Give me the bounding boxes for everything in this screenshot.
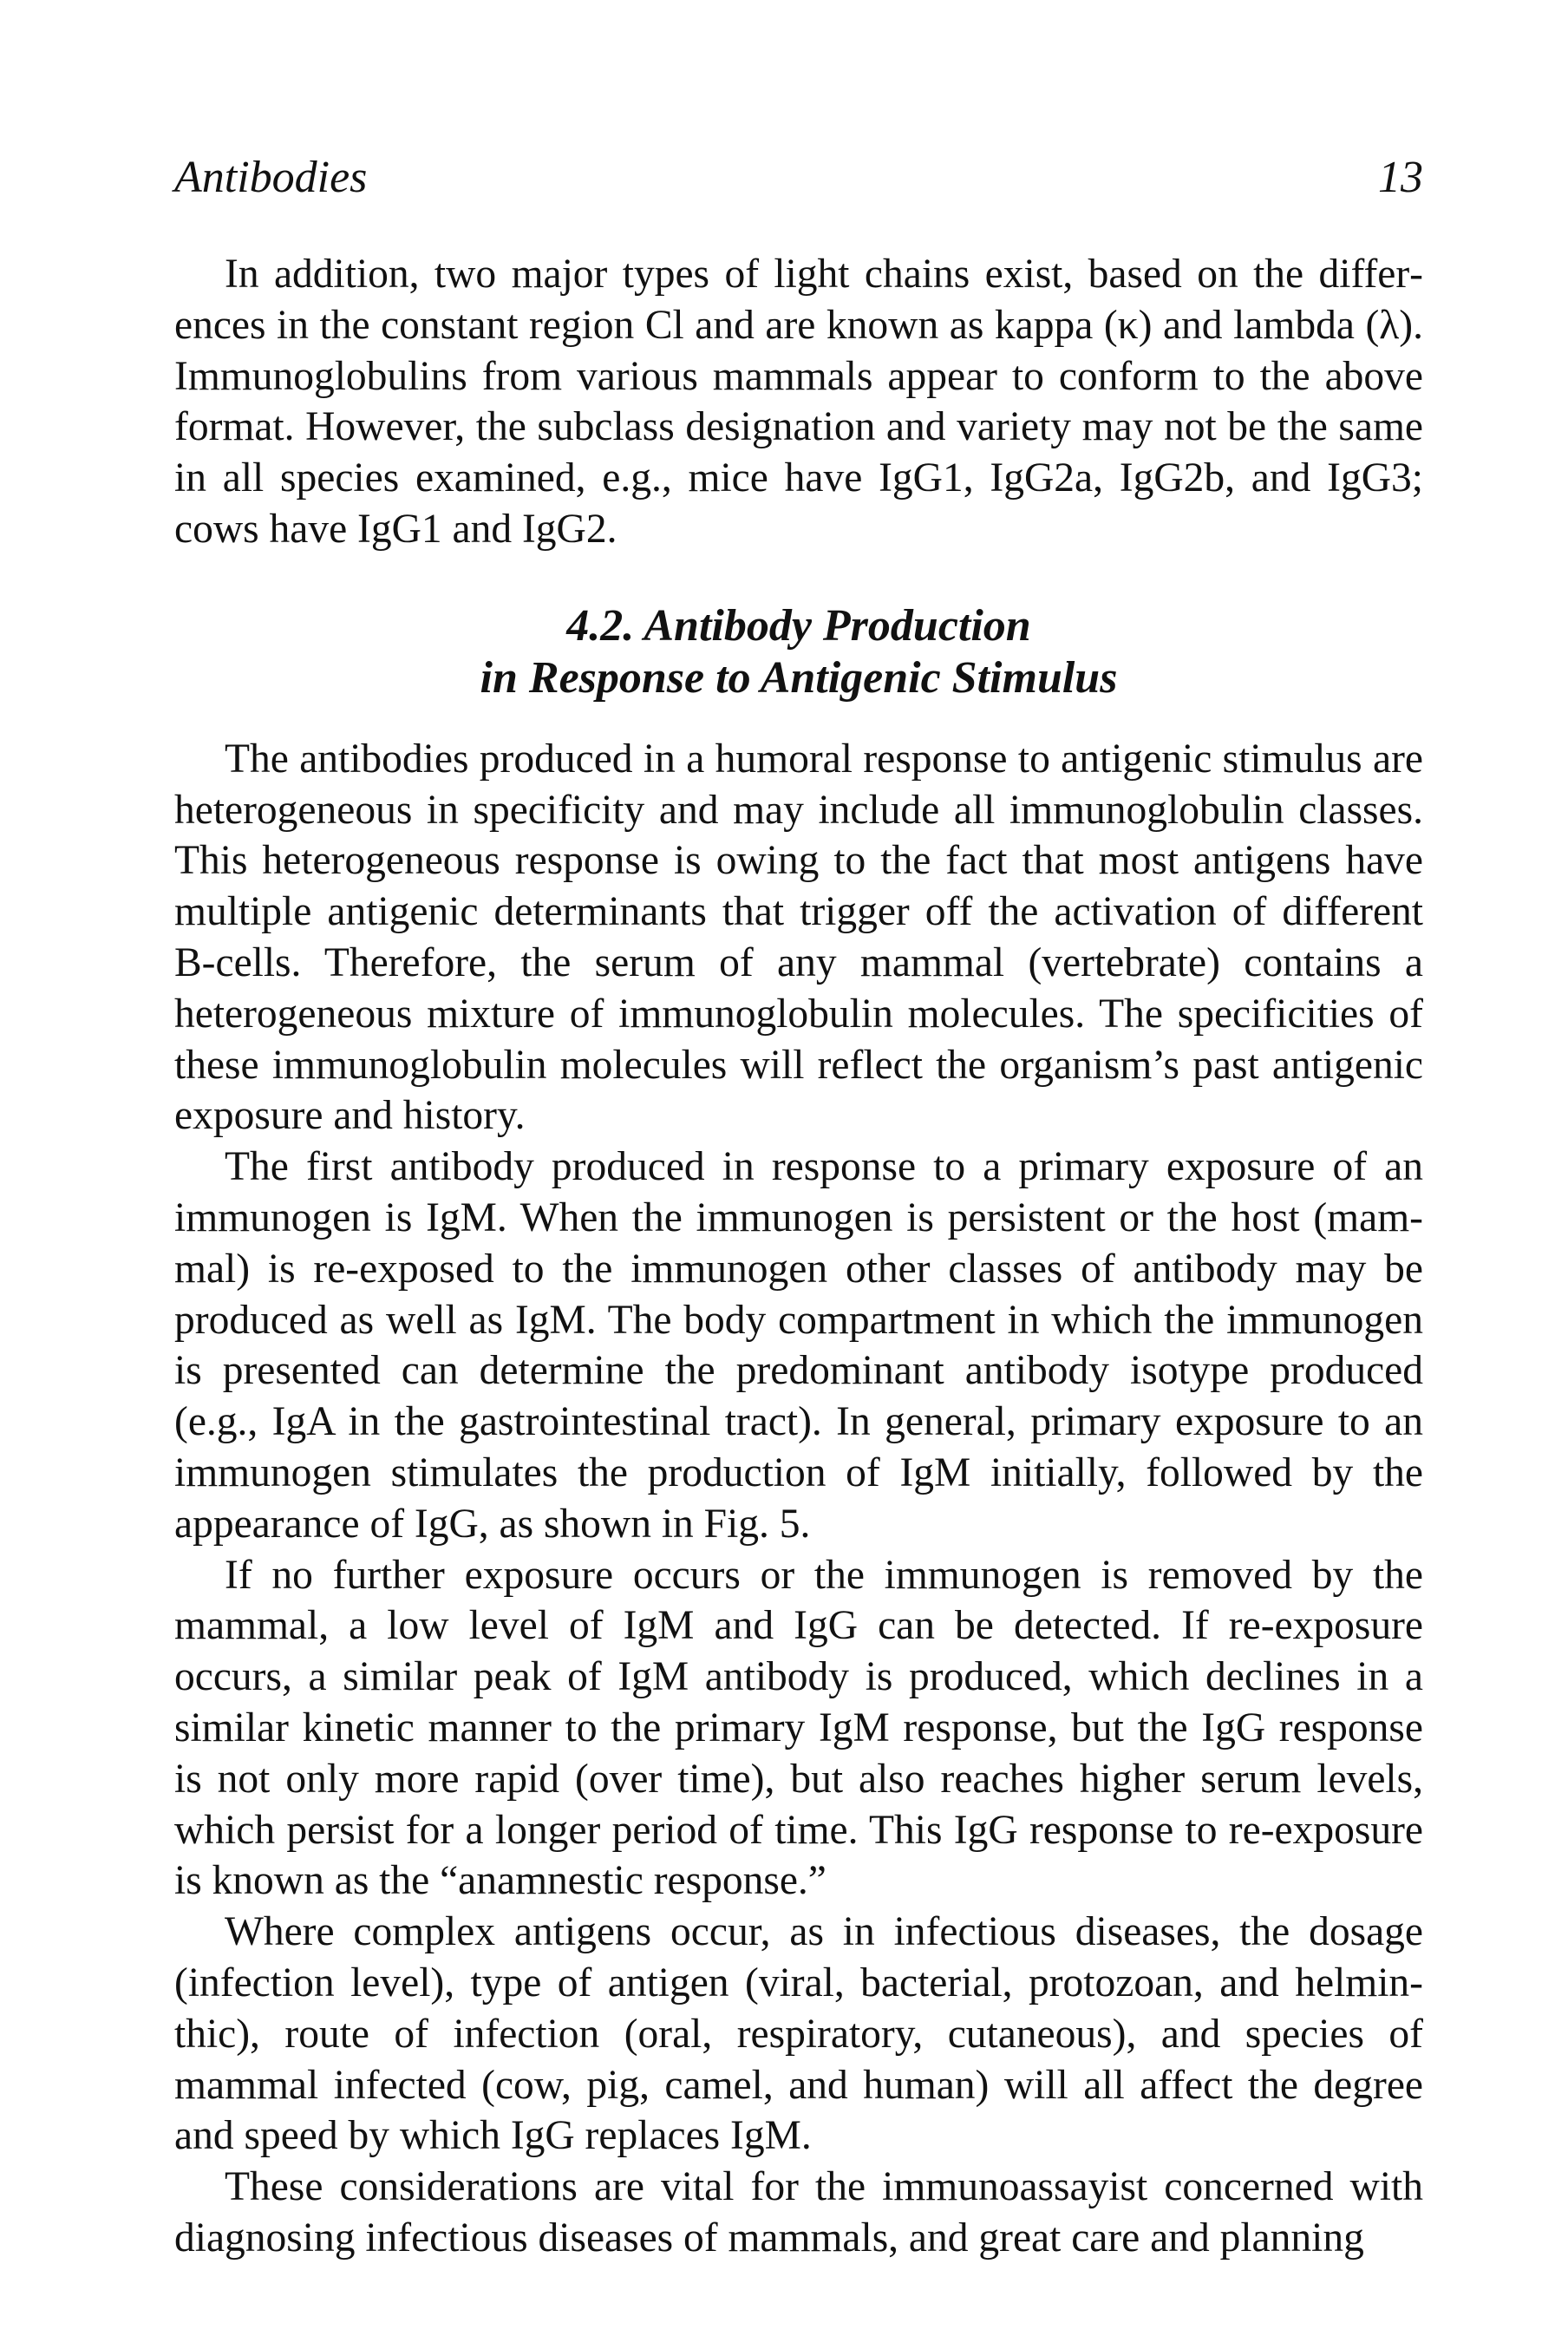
paragraph-re-exposure: If no further exposure occurs or the immunogen is removed by the mammal, a low level of IgM and IgG can be detected. If re-exposure occurs, a similar peak of IgM antibody is produced, which declines in a similar kinetic manner to the primary IgM response, but the IgG response is not only more rapid (over time), but also reaches higher serum levels, which persist for a longer period of time. This IgG response to re-exposure is known as the “anamnestic response.” [174, 1552, 1423, 1904]
section-heading [174, 600, 1423, 704]
paragraph-complex-antigens: Where complex antigens occur, as in infectious diseases, the dosage (infection level), type of antigen (viral, bacterial, protozoan, and helminthic), route of infection (oral, respiratory, cutaneous), and species of mammal infected (cow, pig, camel, and human) will all affect the degree and speed by which IgG replaces IgM. [174, 1909, 1423, 2159]
section-heading-line-1: 4.2. Antibody Production [566, 600, 1031, 651]
body-text [174, 249, 1423, 2264]
book-page [174, 152, 1423, 2264]
page-number: 13 [1378, 153, 1423, 202]
paragraph-first-antibody: The first antibody produced in response to a primary exposure of an immunogen is IgM. When the immunogen is persistent or the host (mammal) is re-exposed to the immunogen other classes of antibody may be produced as well as IgM. The body compartment in which the immunogen is presented can determine the predominant antibody isotype produced (e.g., IgA in the gastrointestinal tract). In general, primary exposure to an immunogen stimulates the production of IgM initially, followed by the appearance of IgG, as shown in Fig. 5. [174, 1144, 1423, 1547]
running-head-title: Antibodies [174, 153, 368, 202]
paragraph-considerations: These considerations are vital for the immunoassayist concerned with diagnosing infectious diseases of mammals, and great care and planning [174, 2164, 1423, 2261]
running-head [174, 152, 1423, 204]
section-heading-line-2: in Response to Antigenic Stimulus [480, 652, 1118, 703]
paragraph-heterogeneous-response: The antibodies produced in a humoral response to antigenic stimulus are heterogeneous in specificity and may include all immunoglobulin classes. This heterogeneous response is owing to the fact that most antigens have multiple antigenic determinants that trigger off the activation of different B-cells. Therefore, the serum of any mammal (vertebrate) contains a heterogeneous mixture of immunoglobulin molecules. The specificities of these immunoglobulin molecules will reflect the organism’s past antigenic exposure and history. [174, 736, 1423, 1139]
paragraph-light-chains: In addition, two major types of light chains exist, based on the differences in the constant region Cl and are known as kappa (κ) and lambda (λ). Immunoglobulins from various mammals appear to conform to the above format. However, the subclass designation and variety may not be the same in all species examined, e.g., mice have IgG1, IgG2a, IgG2b, and IgG3; cows have IgG1 and IgG2. [174, 252, 1423, 552]
